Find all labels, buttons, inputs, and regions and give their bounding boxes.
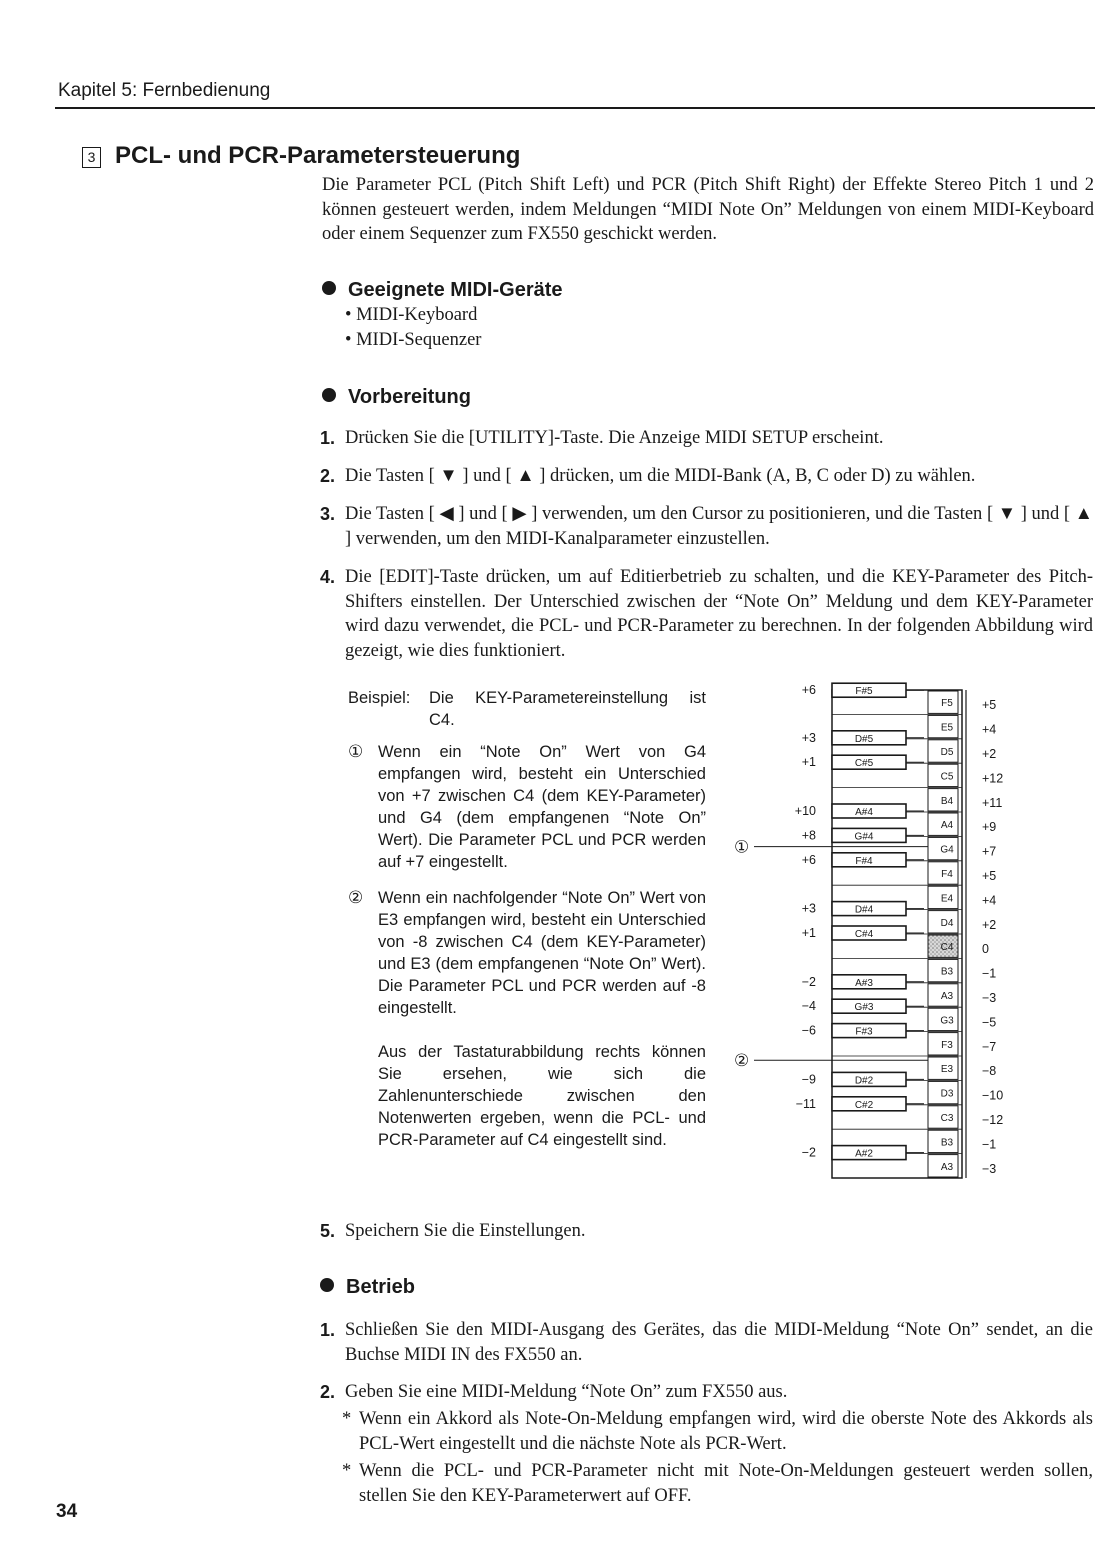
black-key-label: C#4 xyxy=(854,929,874,940)
operation-note-1 xyxy=(342,1407,1093,1456)
example-item-2-text: Wenn ein nachfolgender “Note On” Wert von E3 empfangen wird, besteht ein Unterschied von -8 zwischen C4 (dem KEY-Parameter) und E3 (dem empfangenen “Note On” Wert). Die Parameter PCL und PCR werden auf -8 eingestellt. xyxy=(378,889,706,1017)
black-key-value: +3 xyxy=(801,901,816,916)
white-key-value: −5 xyxy=(982,1015,997,1030)
black-key-value: +1 xyxy=(801,926,816,940)
prep-step-4 xyxy=(320,565,1093,663)
step-text: Speichern Sie die Einstellungen. xyxy=(345,1221,586,1241)
preparation-heading-text: Vorbereitung xyxy=(348,386,471,408)
example-label: Beispiel: xyxy=(348,689,411,707)
black-key-value: +10 xyxy=(794,804,816,818)
step-number: 1. xyxy=(320,1320,336,1340)
white-key-value: +9 xyxy=(982,820,997,835)
step-text: Die Tasten [ ◀ ] und [ ▶ ] verwenden, um den Cursor zu positionieren, und die Tasten [ ▼ ] und [ ▲ ] verwenden, um den MIDI-Kanalparameter einzustellen. xyxy=(345,504,1093,549)
white-key-label: E4 xyxy=(940,893,954,905)
white-key-value: −8 xyxy=(982,1064,997,1079)
keyboard-diagram xyxy=(720,675,1020,1195)
step-number: 5. xyxy=(320,1221,336,1241)
white-key-label: A3 xyxy=(940,1161,954,1173)
white-key-value: +2 xyxy=(982,917,997,932)
black-key-label: G#4 xyxy=(854,831,874,843)
note-asterisk: * xyxy=(342,1409,352,1429)
step-number: 2. xyxy=(320,1382,336,1402)
white-key-value: +11 xyxy=(982,795,1003,810)
black-key-value: −6 xyxy=(801,1023,816,1038)
white-key-value: −1 xyxy=(982,966,997,981)
white-key-label: G4 xyxy=(940,844,954,856)
white-key-value: −1 xyxy=(982,1137,997,1152)
black-key-label: D#2 xyxy=(854,1075,874,1087)
white-key-label: A3 xyxy=(940,991,954,1002)
black-key-value: +6 xyxy=(801,683,816,698)
circled-two: ② xyxy=(348,888,364,907)
example-item-1 xyxy=(348,741,706,873)
step-number: 2. xyxy=(320,466,336,486)
circled-one: ① xyxy=(348,742,364,761)
example-setting-line1: Die KEY-Parametereinstellung ist xyxy=(429,689,706,707)
black-key-value: −9 xyxy=(801,1072,816,1087)
prep-step-5 xyxy=(320,1219,1093,1244)
white-key-label: C4 xyxy=(940,942,954,954)
step-text: Schließen Sie den MIDI-Ausgang des Gerätes, das die MIDI-Meldung “Note On” sendet, an die Buchse MIDI IN des FX550 an. xyxy=(345,1320,1093,1365)
black-key-label: F#5 xyxy=(855,686,873,698)
black-key-label: D#4 xyxy=(854,904,874,916)
white-key-label: E5 xyxy=(940,722,954,734)
white-key-label: B4 xyxy=(940,795,954,807)
devices-heading-text: Geeignete MIDI-Geräte xyxy=(348,279,563,301)
white-key-label: G3 xyxy=(940,1015,954,1027)
white-key-label: C5 xyxy=(940,771,954,783)
black-key-value: +1 xyxy=(801,755,816,770)
white-key-label: F3 xyxy=(941,1039,953,1051)
black-key-label: A#4 xyxy=(855,807,873,818)
step-text: Die Tasten [ ▼ ] und [ ▲ ] drücken, um die MIDI-Bank (A, B, C oder D) zu wählen. xyxy=(345,466,976,486)
example-setting xyxy=(429,687,706,731)
white-key-value: +2 xyxy=(982,747,997,761)
black-key-label: C#2 xyxy=(854,1099,874,1111)
white-key-value: +7 xyxy=(982,844,997,859)
page-number: 34 xyxy=(56,1501,78,1522)
step-text: Geben Sie eine MIDI-Meldung “Note On” zum FX550 aus. xyxy=(345,1382,788,1402)
step-number: 3. xyxy=(320,504,336,524)
white-key-value: −3 xyxy=(982,1161,997,1176)
devices-heading xyxy=(322,279,563,302)
marker-one: ① xyxy=(734,837,750,857)
white-key-value: −3 xyxy=(982,991,997,1005)
operation-heading xyxy=(320,1276,415,1299)
section-title: PCL- und PCR-Parametersteuerung xyxy=(115,142,521,169)
example-setting-line2: C4. xyxy=(429,711,455,729)
white-key-value: +5 xyxy=(982,698,997,713)
black-key-value: +6 xyxy=(801,852,816,867)
white-key-value: +4 xyxy=(982,893,997,908)
op-step-2 xyxy=(320,1380,1093,1405)
white-key-label: D3 xyxy=(940,1088,954,1100)
device-item: • MIDI-Keyboard xyxy=(345,305,478,325)
running-head: Kapitel 5: Fernbedienung xyxy=(58,80,271,101)
section-number-box: 3 xyxy=(82,147,101,168)
marker-two: ② xyxy=(734,1051,750,1071)
step-number: 1. xyxy=(320,428,336,448)
note-text: Wenn ein Akkord als Note-On-Meldung empfangen wird, wird die oberste Note des Akkords als PCL-Wert eingestellt und die nächste Note als PCR-Wert. xyxy=(359,1409,1093,1454)
black-key-label: G#3 xyxy=(854,1002,874,1014)
white-key-value: −10 xyxy=(982,1088,1004,1103)
example-item-2 xyxy=(348,887,706,1019)
black-key-label: A#3 xyxy=(855,977,873,989)
preparation-heading xyxy=(322,386,471,409)
black-key-value: +3 xyxy=(801,730,816,745)
op-step-1 xyxy=(320,1318,1093,1367)
note-text: Wenn die PCL- und PCR-Parameter nicht mit Note-On-Meldungen gesteuert werden sollen, stellen Sie den KEY-Parameterwert auf OFF. xyxy=(359,1461,1093,1506)
operation-heading-text: Betrieb xyxy=(346,1276,415,1298)
white-key-label: C3 xyxy=(940,1113,954,1124)
black-key-label: D#5 xyxy=(854,733,874,745)
white-key-value: +4 xyxy=(982,722,997,737)
note-asterisk: * xyxy=(342,1461,352,1481)
black-key-label: C#5 xyxy=(854,758,874,770)
intro-paragraph: Die Parameter PCL (Pitch Shift Left) und PCR (Pitch Shift Right) der Effekte Stereo Pitch 1 und 2 können gesteuert werden, indem Meldungen “MIDI Note On” Meldungen von einem MIDI-Keyboard oder einem Sequenzer zum FX550 geschickt werden. xyxy=(322,175,1094,244)
device-item: • MIDI-Sequenzer xyxy=(345,330,482,350)
prep-step-3 xyxy=(320,502,1093,551)
prep-step-2 xyxy=(320,464,1093,489)
black-key-value: +8 xyxy=(801,828,816,843)
white-key-label: F5 xyxy=(941,698,953,710)
header-rule xyxy=(55,107,1095,109)
example-closing: Aus der Tastaturabbildung rechts können Sie ersehen, wie sich die Zahlenunterschiede zwischen den Notenwerten ergeben, wenn die PCL- und PCR-Parameter auf C4 eingestellt sind. xyxy=(378,1043,706,1149)
black-key-value: −2 xyxy=(801,974,816,989)
black-key-label: F#3 xyxy=(855,1026,873,1038)
black-key-value: −2 xyxy=(801,1145,816,1160)
bullet-icon xyxy=(320,1278,334,1292)
white-key-value: 0 xyxy=(982,942,989,957)
bullet-icon xyxy=(322,281,336,295)
white-key-label: B3 xyxy=(940,1137,954,1149)
white-key-label: F4 xyxy=(941,869,953,880)
example-item-1-text: Wenn ein “Note On” Wert von G4 empfangen wird, besteht ein Unterschied von +7 zwischen C4 (dem KEY-Parameter) und G4 (dem empfangenen “Note On” Wert). Die Parameter PCL und PCR werden auf +7 eingestellt. xyxy=(378,743,706,871)
operation-note-2 xyxy=(342,1459,1093,1508)
white-key-value: −12 xyxy=(982,1113,1004,1127)
white-key-label: B3 xyxy=(940,966,954,978)
white-key-value: −7 xyxy=(982,1039,997,1054)
white-key-label: A4 xyxy=(940,820,954,832)
black-key-value: −4 xyxy=(801,999,816,1014)
white-key-value: +5 xyxy=(982,869,997,883)
white-key-label: D5 xyxy=(940,747,954,758)
step-text: Drücken Sie die [UTILITY]-Taste. Die Anzeige MIDI SETUP erscheint. xyxy=(345,428,884,448)
bullet-icon xyxy=(322,388,336,402)
white-key-label: E3 xyxy=(940,1064,954,1076)
step-number: 4. xyxy=(320,567,336,587)
black-key-label: A#2 xyxy=(855,1148,873,1160)
step-text: Die [EDIT]-Taste drücken, um auf Editierbetrieb zu schalten, und die KEY-Parameter des Pitch-Shifters einstellen. Der Unterschied zwischen der “Note On” Meldung und dem KEY-Parameter wird dazu verwendet, die PCL- und PCR-Parameter zu berechnen. In der folgenden Abbildung wird gezeigt, wie dies funktioniert. xyxy=(345,567,1093,661)
white-key-value: +12 xyxy=(982,771,1004,786)
prep-step-1 xyxy=(320,426,1093,451)
white-key-label: D4 xyxy=(940,917,954,929)
black-key-value: −11 xyxy=(795,1096,816,1111)
black-key-label: F#4 xyxy=(855,855,873,867)
